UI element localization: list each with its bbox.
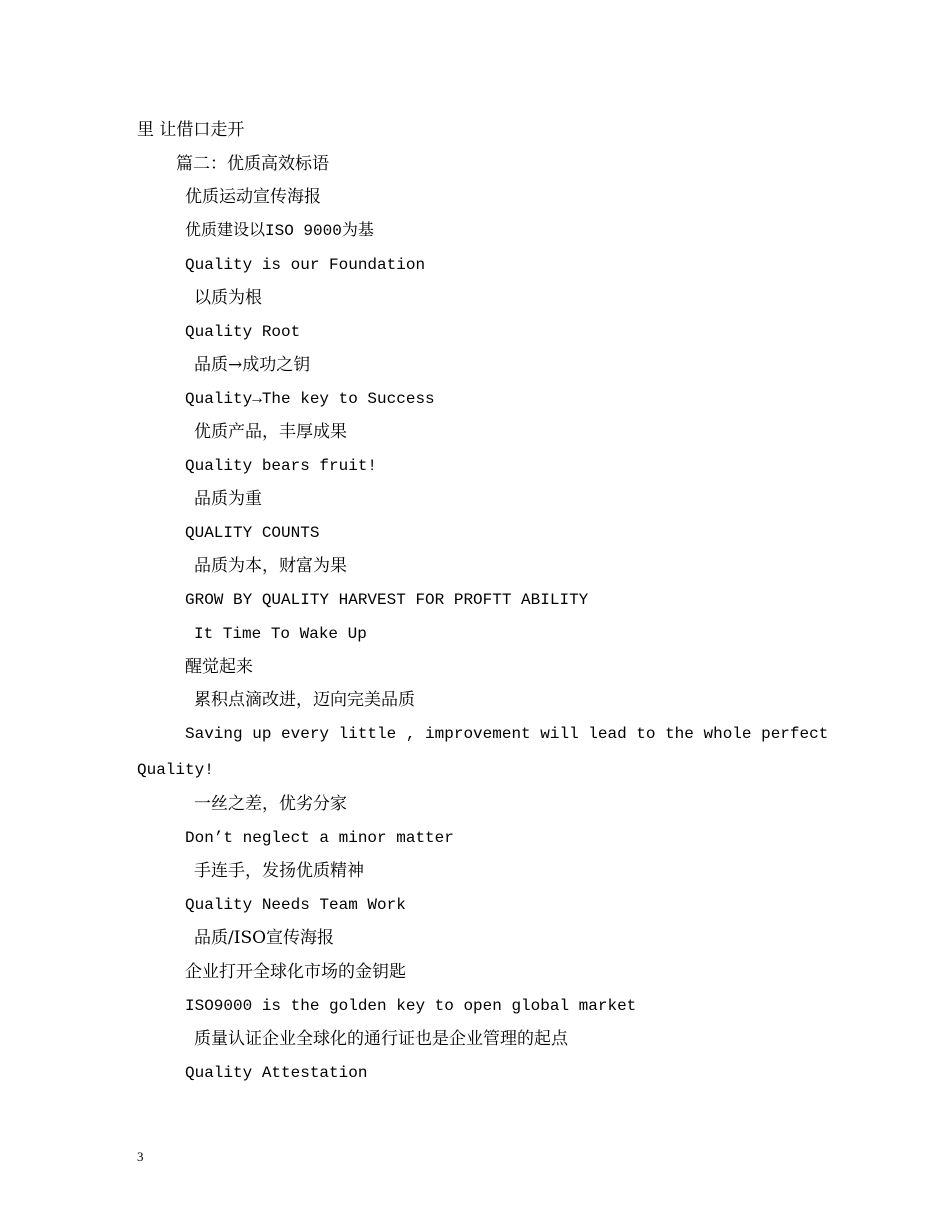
text-line: 质量认证企业全球化的通行证也是企业管理的起点 bbox=[194, 1029, 568, 1049]
text-line: Quality! bbox=[137, 761, 214, 779]
text-line: 品质为重 bbox=[194, 489, 262, 509]
text-line: Quality bears fruit! bbox=[185, 457, 378, 475]
text-line: 优质运动宣传海报 bbox=[185, 187, 321, 207]
text-line: Saving up every little , improvement will lead to the whole perfect bbox=[185, 725, 829, 743]
text-line: 里 让借口走开 bbox=[137, 120, 245, 140]
text-line: 品质/ISO宣传海报 bbox=[194, 928, 335, 948]
text-line: QUALITY COUNTS bbox=[185, 524, 320, 542]
text-line: Quality is our Foundation bbox=[185, 256, 426, 274]
text-line: GROW BY QUALITY HARVEST FOR PROFTT ABILITY bbox=[185, 591, 589, 609]
text-line: Quality Needs Team Work bbox=[185, 896, 406, 914]
text-line: 醒觉起来 bbox=[185, 657, 253, 677]
text-line: 以质为根 bbox=[194, 288, 262, 308]
text-line: 累积点滴改进，迈向完美品质 bbox=[194, 690, 415, 710]
text-line: ISO9000 is the golden key to open global market bbox=[185, 997, 637, 1015]
text-line: It Time To Wake Up bbox=[194, 625, 367, 643]
page-number: 3 bbox=[137, 1149, 144, 1164]
text-line: Quality Attestation bbox=[185, 1064, 368, 1082]
text-line: 企业打开全球化市场的金钥匙 bbox=[185, 962, 406, 982]
text-line: Quality→The key to Success bbox=[185, 390, 435, 408]
text-line: 手连手，发扬优质精神 bbox=[194, 861, 364, 881]
text-line: 一丝之差，优劣分家 bbox=[194, 794, 347, 814]
text-line: 优质产品，丰厚成果 bbox=[194, 422, 347, 442]
text-line: Quality Root bbox=[185, 323, 301, 341]
section-heading: 篇二：优质高效标语 bbox=[176, 154, 329, 174]
text-line: 优质建设以ISO 9000为基 bbox=[185, 222, 374, 240]
text-line: 品质→成功之钥 bbox=[194, 355, 311, 375]
text-line: 品质为本，财富为果 bbox=[194, 556, 347, 576]
text-line: Don’t neglect a minor matter bbox=[185, 829, 454, 847]
